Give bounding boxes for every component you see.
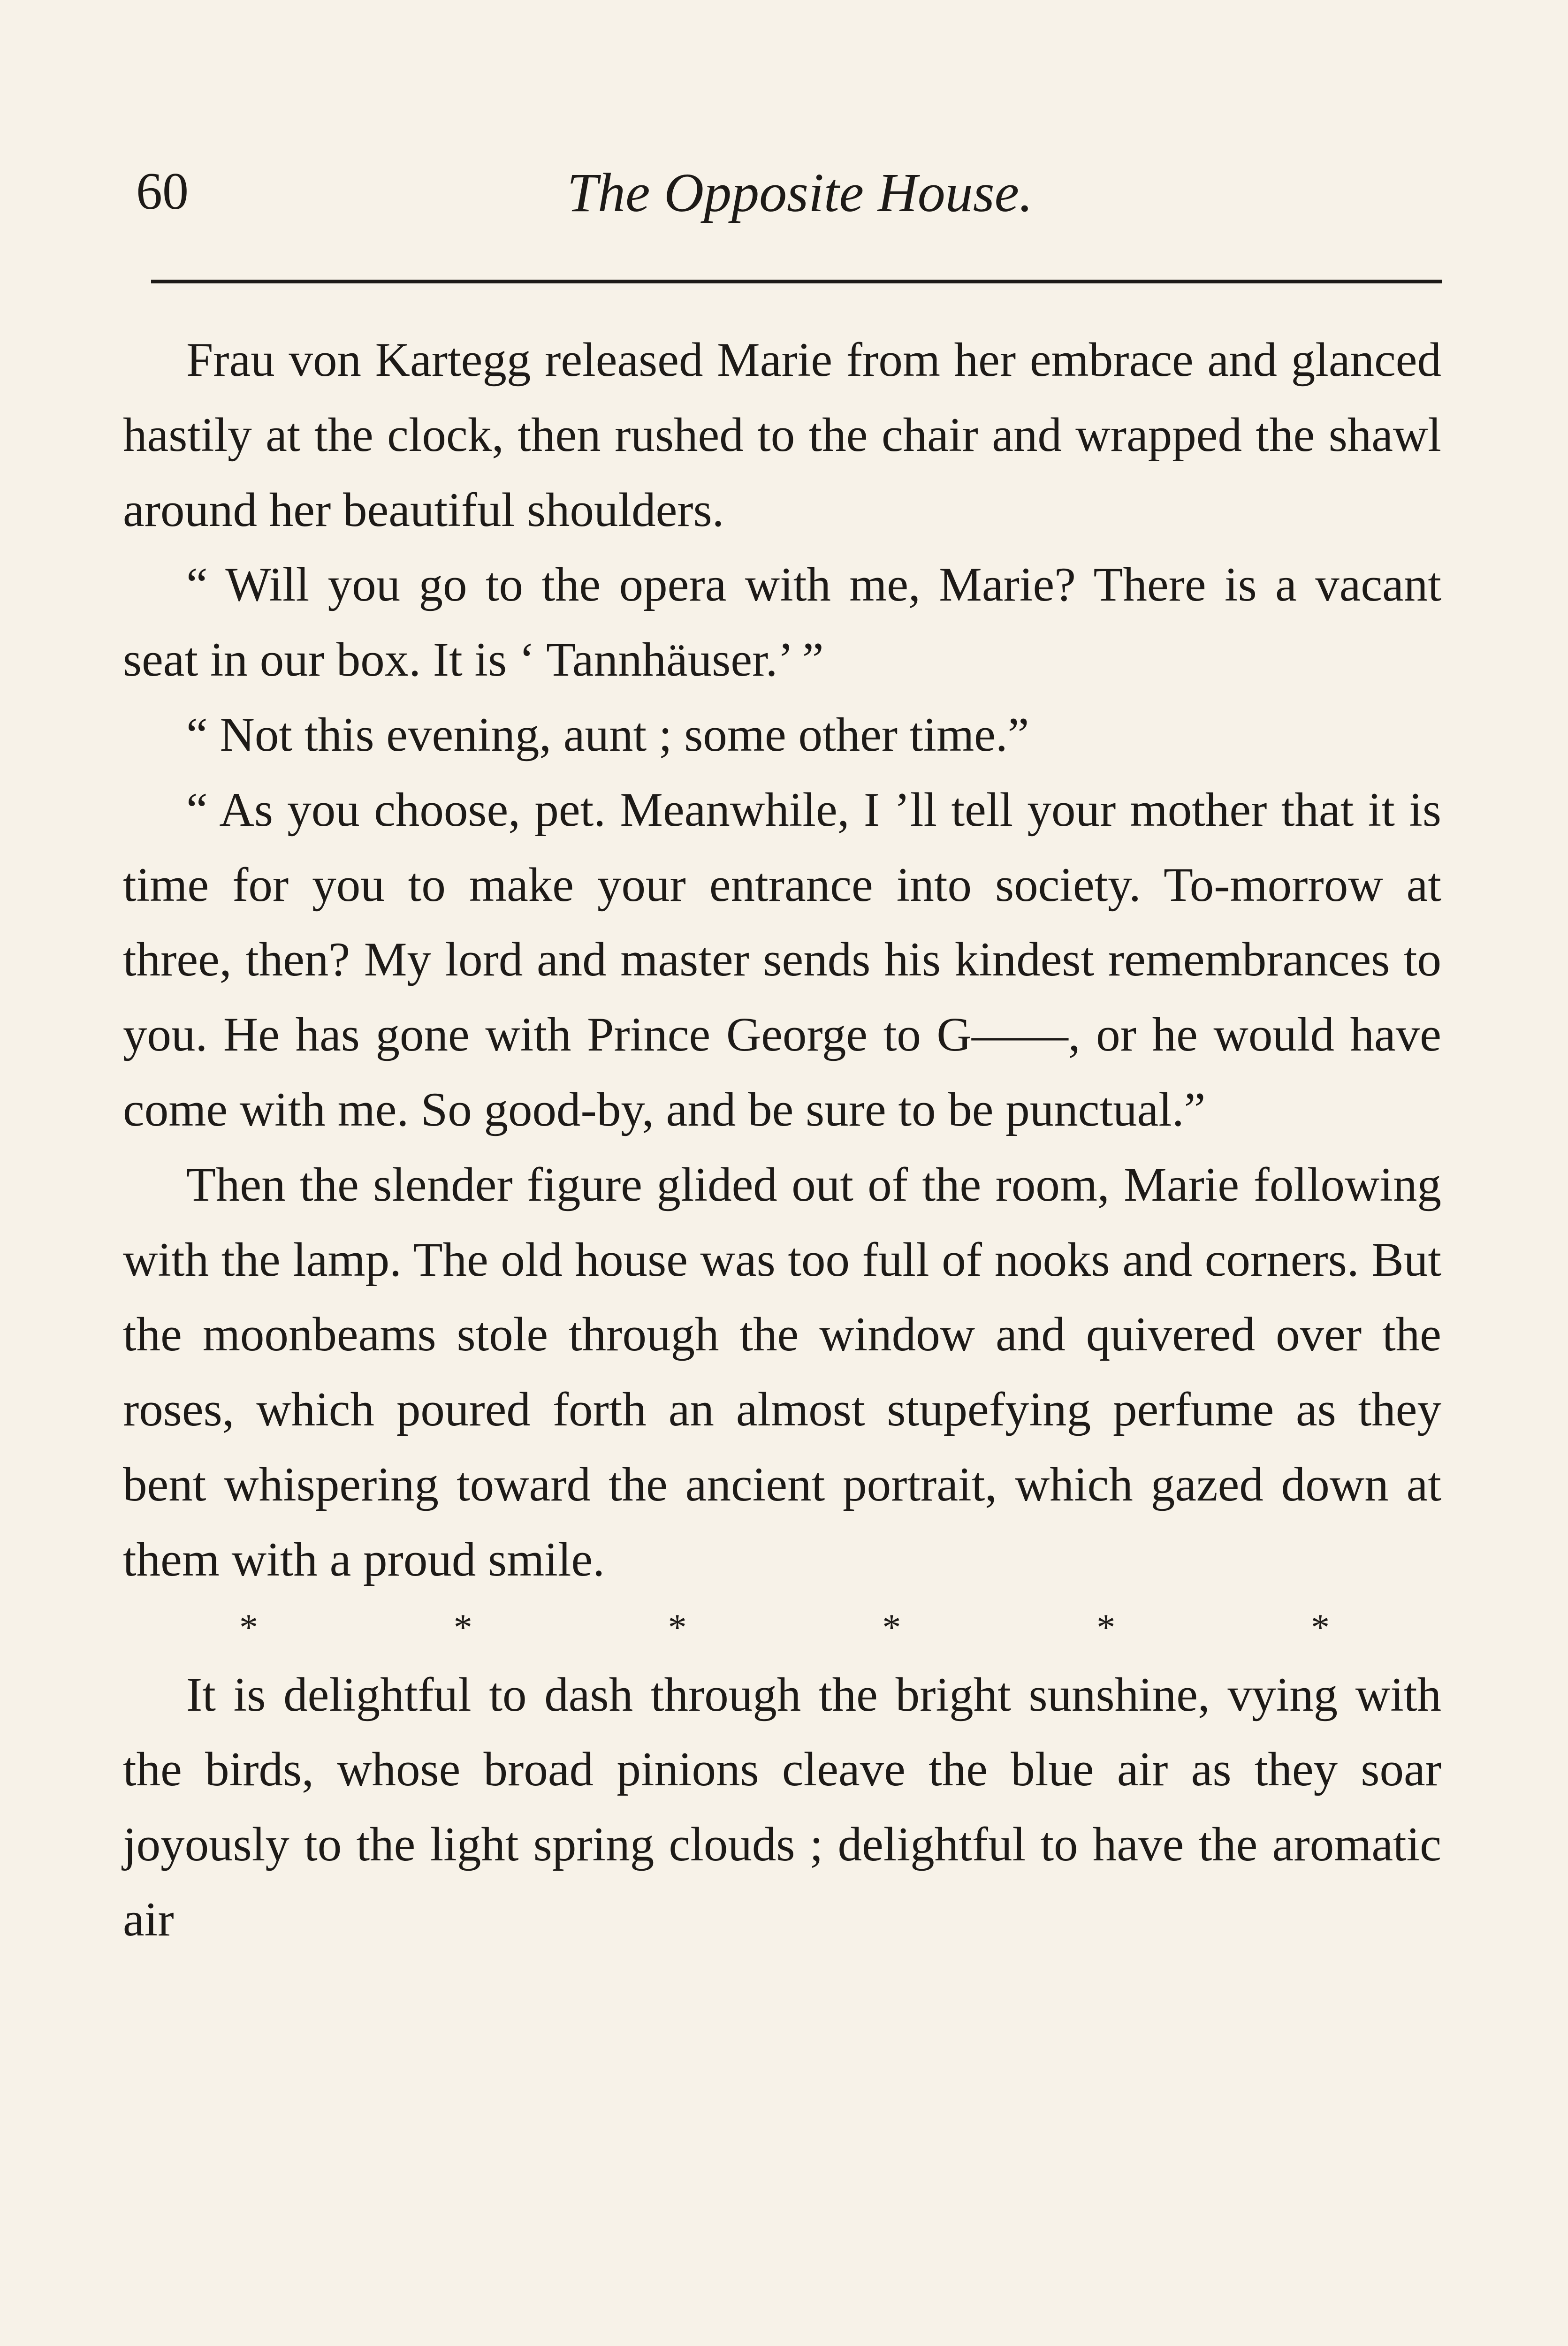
paragraph: “ As you choose, pet. Meanwhile, I ’ll tell your mother that it is time for you to make your entrance into society. To-morrow at three, then? My lord and master sends his kindest remembrances to you. He has gone with Prince George to G——, or he would have come with me. So good-by, and be sure to be punctual.” — [123, 783, 1441, 1136]
section-break-star: * — [1310, 1607, 1330, 1648]
section-break-star: * — [453, 1607, 472, 1648]
page-number: 60 — [136, 162, 189, 221]
body-text — [123, 323, 1441, 1958]
paragraph: “ Not this evening, aunt ; some other time.” — [186, 708, 1029, 762]
section-break — [123, 1598, 1441, 1658]
section-break-star: * — [1096, 1607, 1116, 1648]
paragraph: It is delightful to dash through the bright sunshine, vying with the birds, whose broad pinions cleave the blue air as they soar joyously to the light spring clouds ; delightful to have the aromatic air — [123, 1668, 1441, 1946]
header-rule — [151, 280, 1442, 283]
section-break-star: * — [882, 1607, 901, 1648]
paragraph: “ Will you go to the opera with me, Marie? There is a vacant seat in our box. It is ‘ Tannhäuser.’ ” — [123, 558, 1441, 687]
section-break-star: * — [668, 1607, 687, 1648]
paragraph: Then the slender figure glided out of the room, Marie following with the lamp. The old house was too full of nooks and corners. But the moonbeams stole through the window and quivered over the roses, which poured forth an almost stupefying perfume as they bent whispering toward the ancient portrait, which gazed down at them with a proud smile. — [123, 1158, 1441, 1586]
running-title: The Opposite House. — [567, 162, 1033, 223]
section-break-star: * — [239, 1607, 258, 1648]
paragraph: Frau von Kartegg released Marie from her embrace and glanced hastily at the clock, then rushed to the chair and wrapped the shawl around her beautiful shoulders. — [123, 333, 1441, 537]
